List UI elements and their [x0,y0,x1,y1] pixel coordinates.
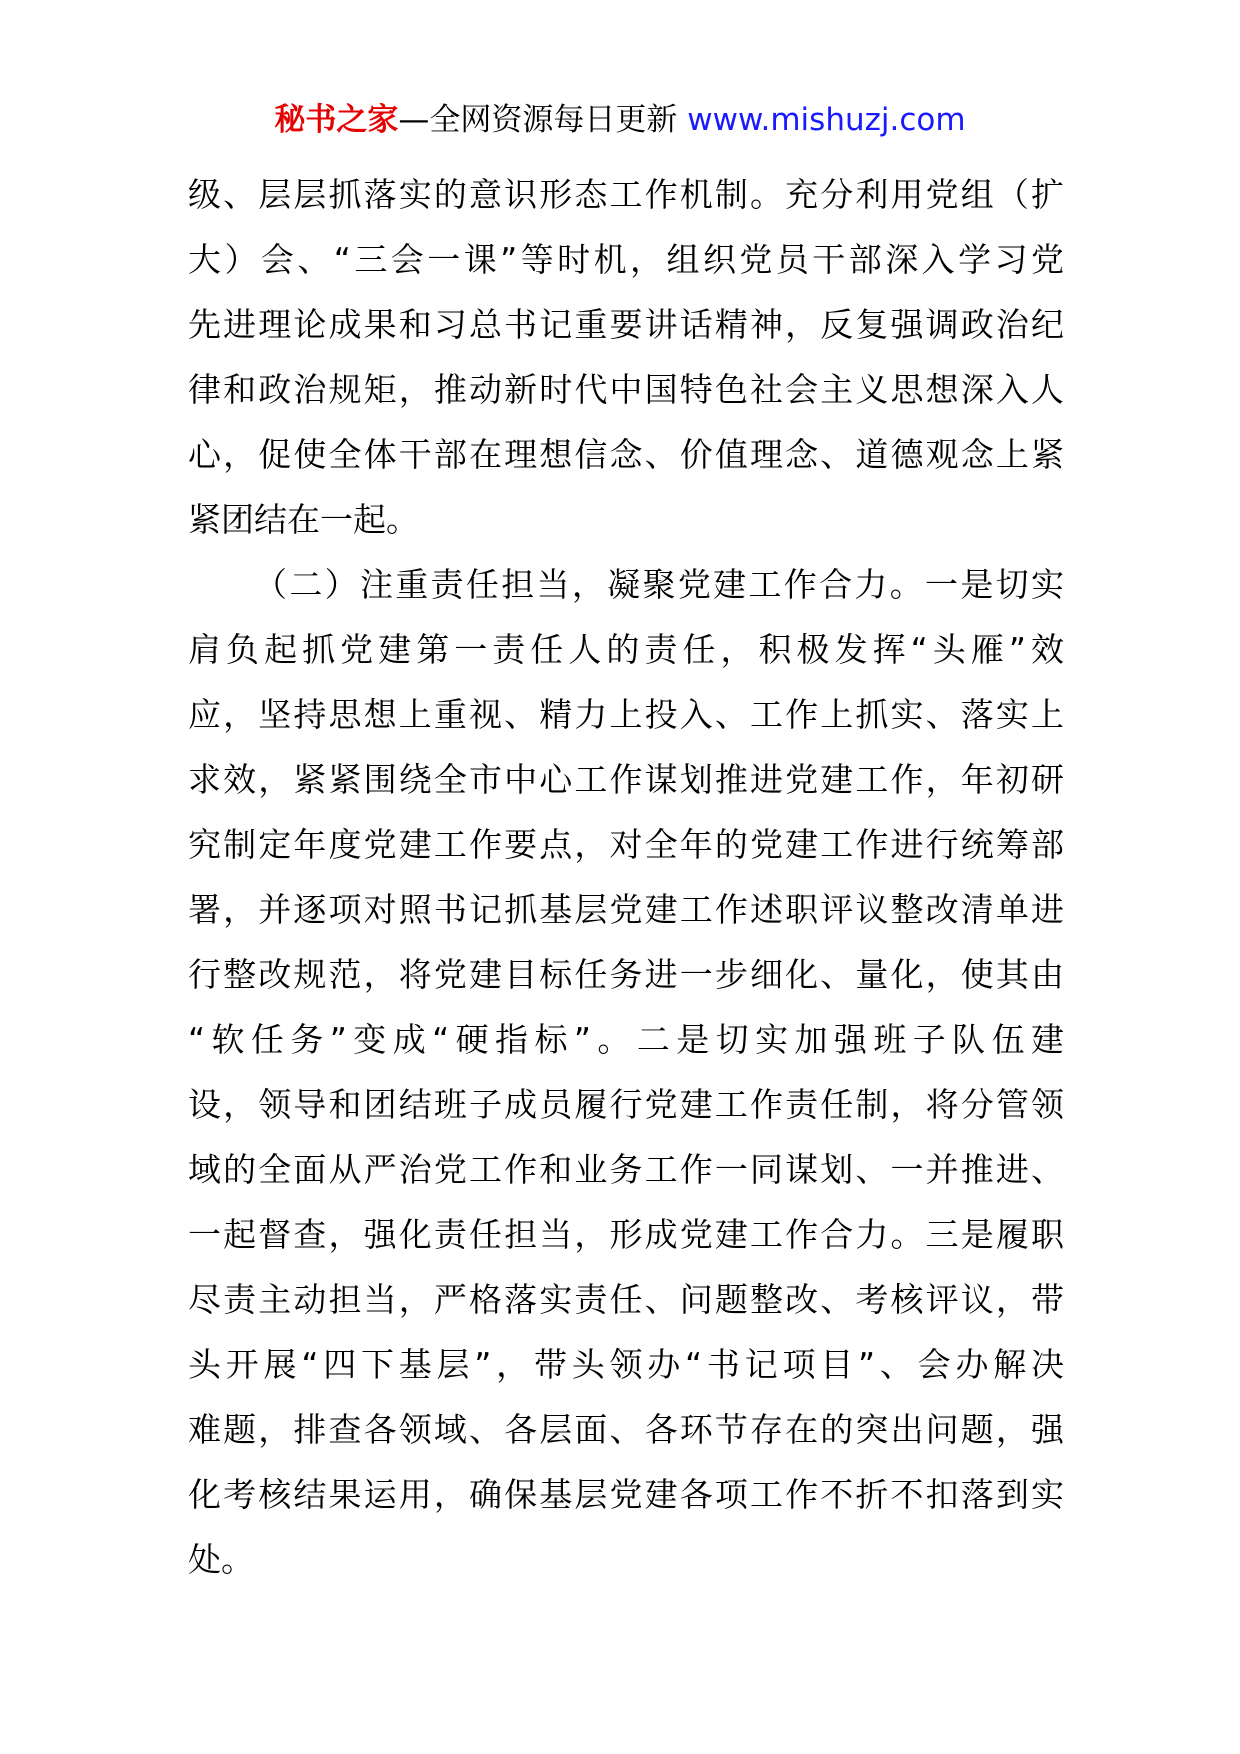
text-line: 署，并逐项对照书记抓基层党建工作述职评议整改清单进 [188,890,1064,929]
text-line: “软任务”变成“硬指标”。二是切实加强班子队伍建 [188,1020,1064,1059]
text-line: 头开展“四下基层”，带头领办“书记项目”、会办解决 [188,1345,1064,1384]
text-line: 设，领导和团结班子成员履行党建工作责任制，将分管领 [188,1085,1064,1124]
text-line: 一起督查，强化责任担当，形成党建工作合力。三是履职 [188,1215,1064,1254]
text-line: 大）会、“三会一课”等时机，组织党员干部深入学习党 [188,240,1064,279]
paragraph-1 [188,162,1064,552]
text-line: 求效，紧紧围绕全市中心工作谋划推进党建工作，年初研 [188,760,1064,799]
text-line: 肩负起抓党建第一责任人的责任，积极发挥“头雁”效 [188,630,1064,669]
text-line: 化考核结果运用，确保基层党建各项工作不折不扣落到实 [188,1475,1064,1514]
site-url-link[interactable]: www.mishuzj.com [687,102,966,138]
brand-name: 秘书之家 [274,102,399,138]
text-line: 心，促使全体干部在理想信念、价值理念、道德观念上紧 [188,435,1064,474]
text-line: 难题，排查各领域、各层面、各环节存在的突出问题，强 [188,1410,1064,1449]
text-line: 尽责主动担当，严格落实责任、问题整改、考核评议，带 [188,1280,1064,1319]
text-line: 律和政治规矩，推动新时代中国特色社会主义思想深入人 [188,370,1064,409]
text-line: 应，坚持思想上重视、精力上投入、工作上抓实、落实上 [188,695,1064,734]
text-line: 级、层层抓落实的意识形态工作机制。充分利用党组（扩 [188,175,1064,214]
text-line: 究制定年度党建工作要点，对全年的党建工作进行统筹部 [188,825,1064,864]
text-line: 先进理论成果和习总书记重要讲话精神，反复强调政治纪 [188,305,1064,344]
site-header [0,98,1240,142]
text-line: （二）注重责任担当，凝聚党建工作合力。一是切实 [254,565,1064,604]
text-line: 处。 [188,1540,254,1579]
header-tagline: —全网资源每日更新 [398,102,678,138]
document-body [188,162,1064,1592]
text-line: 紧团结在一起。 [188,500,419,539]
text-line: 域的全面从严治党工作和业务工作一同谋划、一并推进、 [188,1150,1064,1189]
text-line: 行整改规范，将党建目标任务进一步细化、量化，使其由 [188,955,1064,994]
paragraph-2 [188,552,1064,1592]
